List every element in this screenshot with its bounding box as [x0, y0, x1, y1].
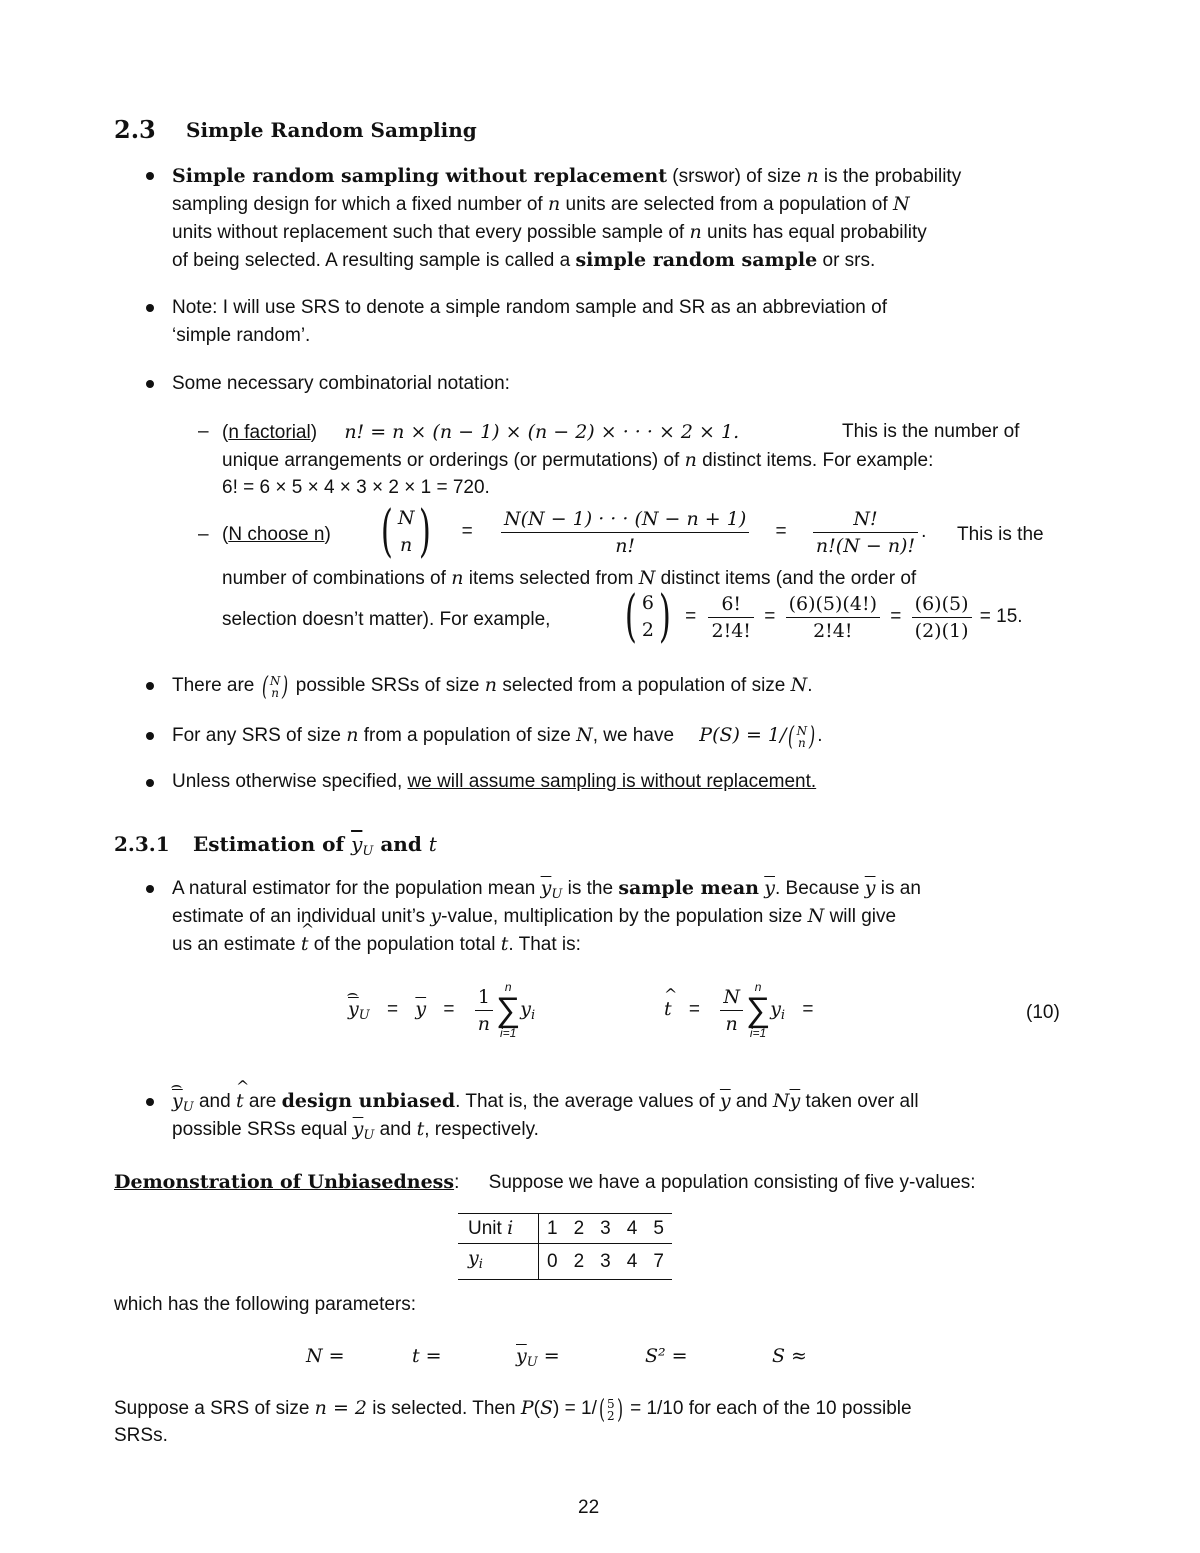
- bullet-dot: [146, 172, 154, 180]
- bullet-dot: [146, 779, 154, 787]
- bullet7-line3: us an estimate ^ t of the population total t. That is:: [172, 930, 581, 960]
- text: of being selected. A resulting sample is called a: [172, 250, 571, 271]
- text: items selected from: [468, 568, 634, 589]
- text: and: [379, 1119, 412, 1140]
- dash-marker: –: [198, 421, 209, 442]
- bullet-dot: [146, 732, 154, 740]
- bullet7-line2: estimate of an individual unit’s y-value, multiplication by the population size N will give: [172, 905, 897, 927]
- text: is an: [880, 878, 921, 899]
- sub2-line2: number of combinations of n items selected from N distinct items (and the order of: [222, 567, 917, 589]
- binomial-example: ( 6 2) = $\frac{6!}{2!4!}$ = $\frac{(6)(5)(4!)}{2!4!}$ = $\frac{(6)(5)}{(2)(1)}$ = 15.: [620, 589, 1023, 645]
- bullet6-line: [172, 768, 816, 797]
- demo-line: Demonstration of Unbiasedness: Suppose we have a population consisting of five y-values:: [114, 1171, 976, 1193]
- text: , we have: [592, 725, 675, 746]
- param-N: N =: [306, 1345, 345, 1367]
- binomial-formula: ( N n ) = $\frac{N(N - 1) \cdot \cdot \cdot (N - n + 1)}{n!}$ = $\frac{N!}{n!(N - n)!}$ .: [376, 504, 926, 560]
- text: Suppose a SRS of size: [114, 1398, 310, 1419]
- table-row: [458, 1214, 672, 1244]
- bullet-dot: [146, 1098, 154, 1106]
- param-S: S ≈: [772, 1345, 807, 1367]
- text: (srswor) of size: [672, 166, 802, 187]
- text: , respectively.: [424, 1119, 539, 1140]
- text: will give: [829, 906, 897, 927]
- text: . That is:: [508, 934, 581, 955]
- text: distinct items. For example:: [702, 450, 934, 471]
- sub2-example-label: selection doesn’t matter). For example,: [222, 609, 551, 630]
- text: . That is, the average values of: [455, 1091, 715, 1112]
- table-cell: 3: [592, 1244, 619, 1280]
- text: is selected. Then: [372, 1398, 516, 1419]
- text: of the population total: [313, 934, 496, 955]
- fraction: $\frac{(6)(5)(4!)}{2!4!}$: [786, 591, 880, 644]
- text: taken over all: [805, 1091, 919, 1112]
- param-t: t =: [412, 1345, 442, 1367]
- row-label-unit: Unit i: [458, 1214, 539, 1244]
- text: units without replacement such that every possible sample of: [172, 222, 685, 243]
- param-S2: S² =: [645, 1345, 688, 1367]
- bullet8-line2: possible SRSs equal $\overline{y}_U$ and t, respectively.: [172, 1118, 539, 1143]
- fraction: $\frac{N(N - 1) \cdot \cdot \cdot (N - n + 1)}{n!}$: [501, 506, 749, 559]
- bullet5-line: For any SRS of size n from a population of size N, we have P(S) = 1/( N n ) .: [172, 721, 823, 752]
- bullet-dot: [146, 885, 154, 893]
- sub2-tail: This is the: [957, 524, 1044, 545]
- text: and: [735, 1091, 768, 1112]
- sub1-tail: This is the number of: [842, 421, 1020, 442]
- page-number: 22: [578, 1497, 600, 1518]
- table-cell: 7: [645, 1244, 672, 1280]
- equation-left: ⌢ $\overline{y}_U = \overline{y}$ = $\frac{1}{n}$ n ∑ i=1 $y_i$: [348, 980, 535, 1040]
- bold-term: design unbiased: [281, 1090, 456, 1112]
- bullet2-line2: ‘simple random’.: [172, 325, 311, 346]
- dash-marker: –: [198, 524, 209, 545]
- text: is the probability: [823, 166, 962, 187]
- final-line2: SRSs.: [114, 1425, 168, 1446]
- sub2-label: (N choose n): [222, 524, 331, 545]
- fraction: $\frac{(6)(5)}{(2)(1)}$: [912, 591, 972, 644]
- factorial-formula: n! = n × (n − 1) × (n − 2) × · · · × 2 × 1.: [344, 421, 740, 443]
- text: are: [248, 1091, 277, 1112]
- text: . Because: [774, 878, 860, 899]
- fraction: $\frac{6!}{2!4!}$: [708, 591, 753, 644]
- binomial-N-n: ( N n ): [380, 499, 432, 564]
- text: sampling design for which a fixed number of: [172, 194, 543, 215]
- text: For any SRS of size: [172, 725, 341, 746]
- text: units are selected from a population of: [565, 194, 888, 215]
- table-cell: 2: [566, 1244, 593, 1280]
- sub1-line1: (n factorial) n! = n × (n − 1) × (n − 2) × · · · × 2 × 1.: [222, 421, 740, 443]
- demo-heading: Demonstration of Unbiasedness: [114, 1171, 455, 1193]
- bold-term: sample mean: [618, 877, 759, 899]
- text: distinct items (and the order of: [660, 568, 917, 589]
- binomial-6-2: ( 6 2): [624, 584, 671, 649]
- table-cell: 4: [619, 1244, 646, 1280]
- bullet-dot: [146, 380, 154, 388]
- bullet8-line1: ⌢ $\overline{y}_U$ and ^ t are design unbiased. That is, the average values of $\overline{y}$ and $N\overline{y}$ taken over all: [172, 1087, 919, 1123]
- table-cell: 2: [566, 1214, 593, 1244]
- bullet3-text: Some necessary combinatorial notation:: [172, 373, 510, 394]
- params-intro: which has the following parameters:: [114, 1294, 417, 1315]
- bullet2-line1: Note: I will use SRS to denote a simple random sample and SR as an abbreviation of: [172, 297, 887, 318]
- text: There are: [172, 675, 255, 696]
- text: unique arrangements or orderings (or permutations) of: [222, 450, 680, 471]
- label-n-choose-n: N choose n: [228, 524, 325, 545]
- final-line1: Suppose a SRS of size n = 2 is selected. Then P(S) = 1/( 5 2) = 1/10 for each of the 10 possible: [114, 1394, 912, 1425]
- text: is the: [567, 878, 614, 899]
- math: n = 2: [314, 1397, 367, 1419]
- text: or srs.: [822, 250, 876, 271]
- text: us an estimate: [172, 934, 296, 955]
- bullet1-line3: units without replacement such that every possible sample of n units has equal probability: [172, 221, 927, 243]
- bullet1-line4: [172, 246, 875, 276]
- bold-term: Simple random sampling without replacement: [172, 165, 668, 187]
- section-title: Simple Random Sampling: [186, 118, 477, 142]
- demo-text: Suppose we have a population consisting of five y-values:: [488, 1172, 976, 1193]
- probability-formula: P(S) = 1/: [699, 724, 787, 746]
- sub1-line2: unique arrangements or orderings (or permutations) of n distinct items. For example:: [222, 449, 934, 471]
- fraction: $\frac{N!}{n!(N - n)!}$: [813, 506, 918, 559]
- text: possible SRSs of size: [295, 675, 480, 696]
- subsection-number: 2.3.1: [114, 832, 170, 856]
- table-cell: 1: [539, 1214, 566, 1244]
- math-n: n: [806, 165, 819, 187]
- subsection-title: Estimation of $\overline{y}_U$ and t: [193, 832, 437, 859]
- table-row: [458, 1244, 672, 1280]
- text: estimate of an individual unit’s: [172, 906, 426, 927]
- label-n-factorial: n factorial: [228, 422, 311, 443]
- table-cell: 0: [539, 1244, 566, 1280]
- equation-number: (10): [1026, 1002, 1060, 1023]
- text: from a population of size: [363, 725, 571, 746]
- bullet1-line2: sampling design for which a fixed number of n units are selected from a population of N: [172, 193, 910, 215]
- section-number: 2.3: [114, 115, 156, 144]
- bullet7-line1: A natural estimator for the population mean $\overline{y}_U$ is the sample mean $\overline{y}$. Because $\overline{y}$ is an: [172, 877, 921, 902]
- text: Unless otherwise specified,: [172, 771, 403, 792]
- param-ybar: $\overline{y}_U$ =: [516, 1345, 560, 1370]
- bold-term: simple random sample: [575, 249, 818, 271]
- text: = 1/10 for each of the 10 possible: [630, 1398, 912, 1419]
- table-cell: 4: [619, 1214, 646, 1244]
- table-cell: 3: [592, 1214, 619, 1244]
- text: number of combinations of: [222, 568, 446, 589]
- population-table: [458, 1213, 672, 1280]
- text: A natural estimator for the population mean: [172, 878, 536, 899]
- equation-right: ^ t = $\frac{N}{n}$ n ∑ i=1 $y_i$ =: [664, 980, 825, 1040]
- text: possible SRSs equal: [172, 1119, 348, 1140]
- text: selected from a population of size: [502, 675, 786, 696]
- example-result: = 15.: [979, 606, 1023, 628]
- text: units has equal probability: [707, 222, 927, 243]
- bullet-dot: [146, 682, 154, 690]
- row-label-y: $y_i$: [458, 1244, 539, 1280]
- bullet1-line1: [172, 162, 961, 192]
- underlined-text: we will assume sampling is without replacement.: [407, 771, 817, 792]
- text: and: [198, 1091, 231, 1112]
- sub1-line3: 6! = 6 × 5 × 4 × 3 × 2 × 1 = 720.: [222, 477, 490, 498]
- bullet4-line: There are ( N n ) possible SRSs of size n selected from a population of size N.: [172, 671, 813, 702]
- table-cell: 5: [645, 1214, 672, 1244]
- bullet-dot: [146, 304, 154, 312]
- text: -value, multiplication by the population size: [441, 906, 803, 927]
